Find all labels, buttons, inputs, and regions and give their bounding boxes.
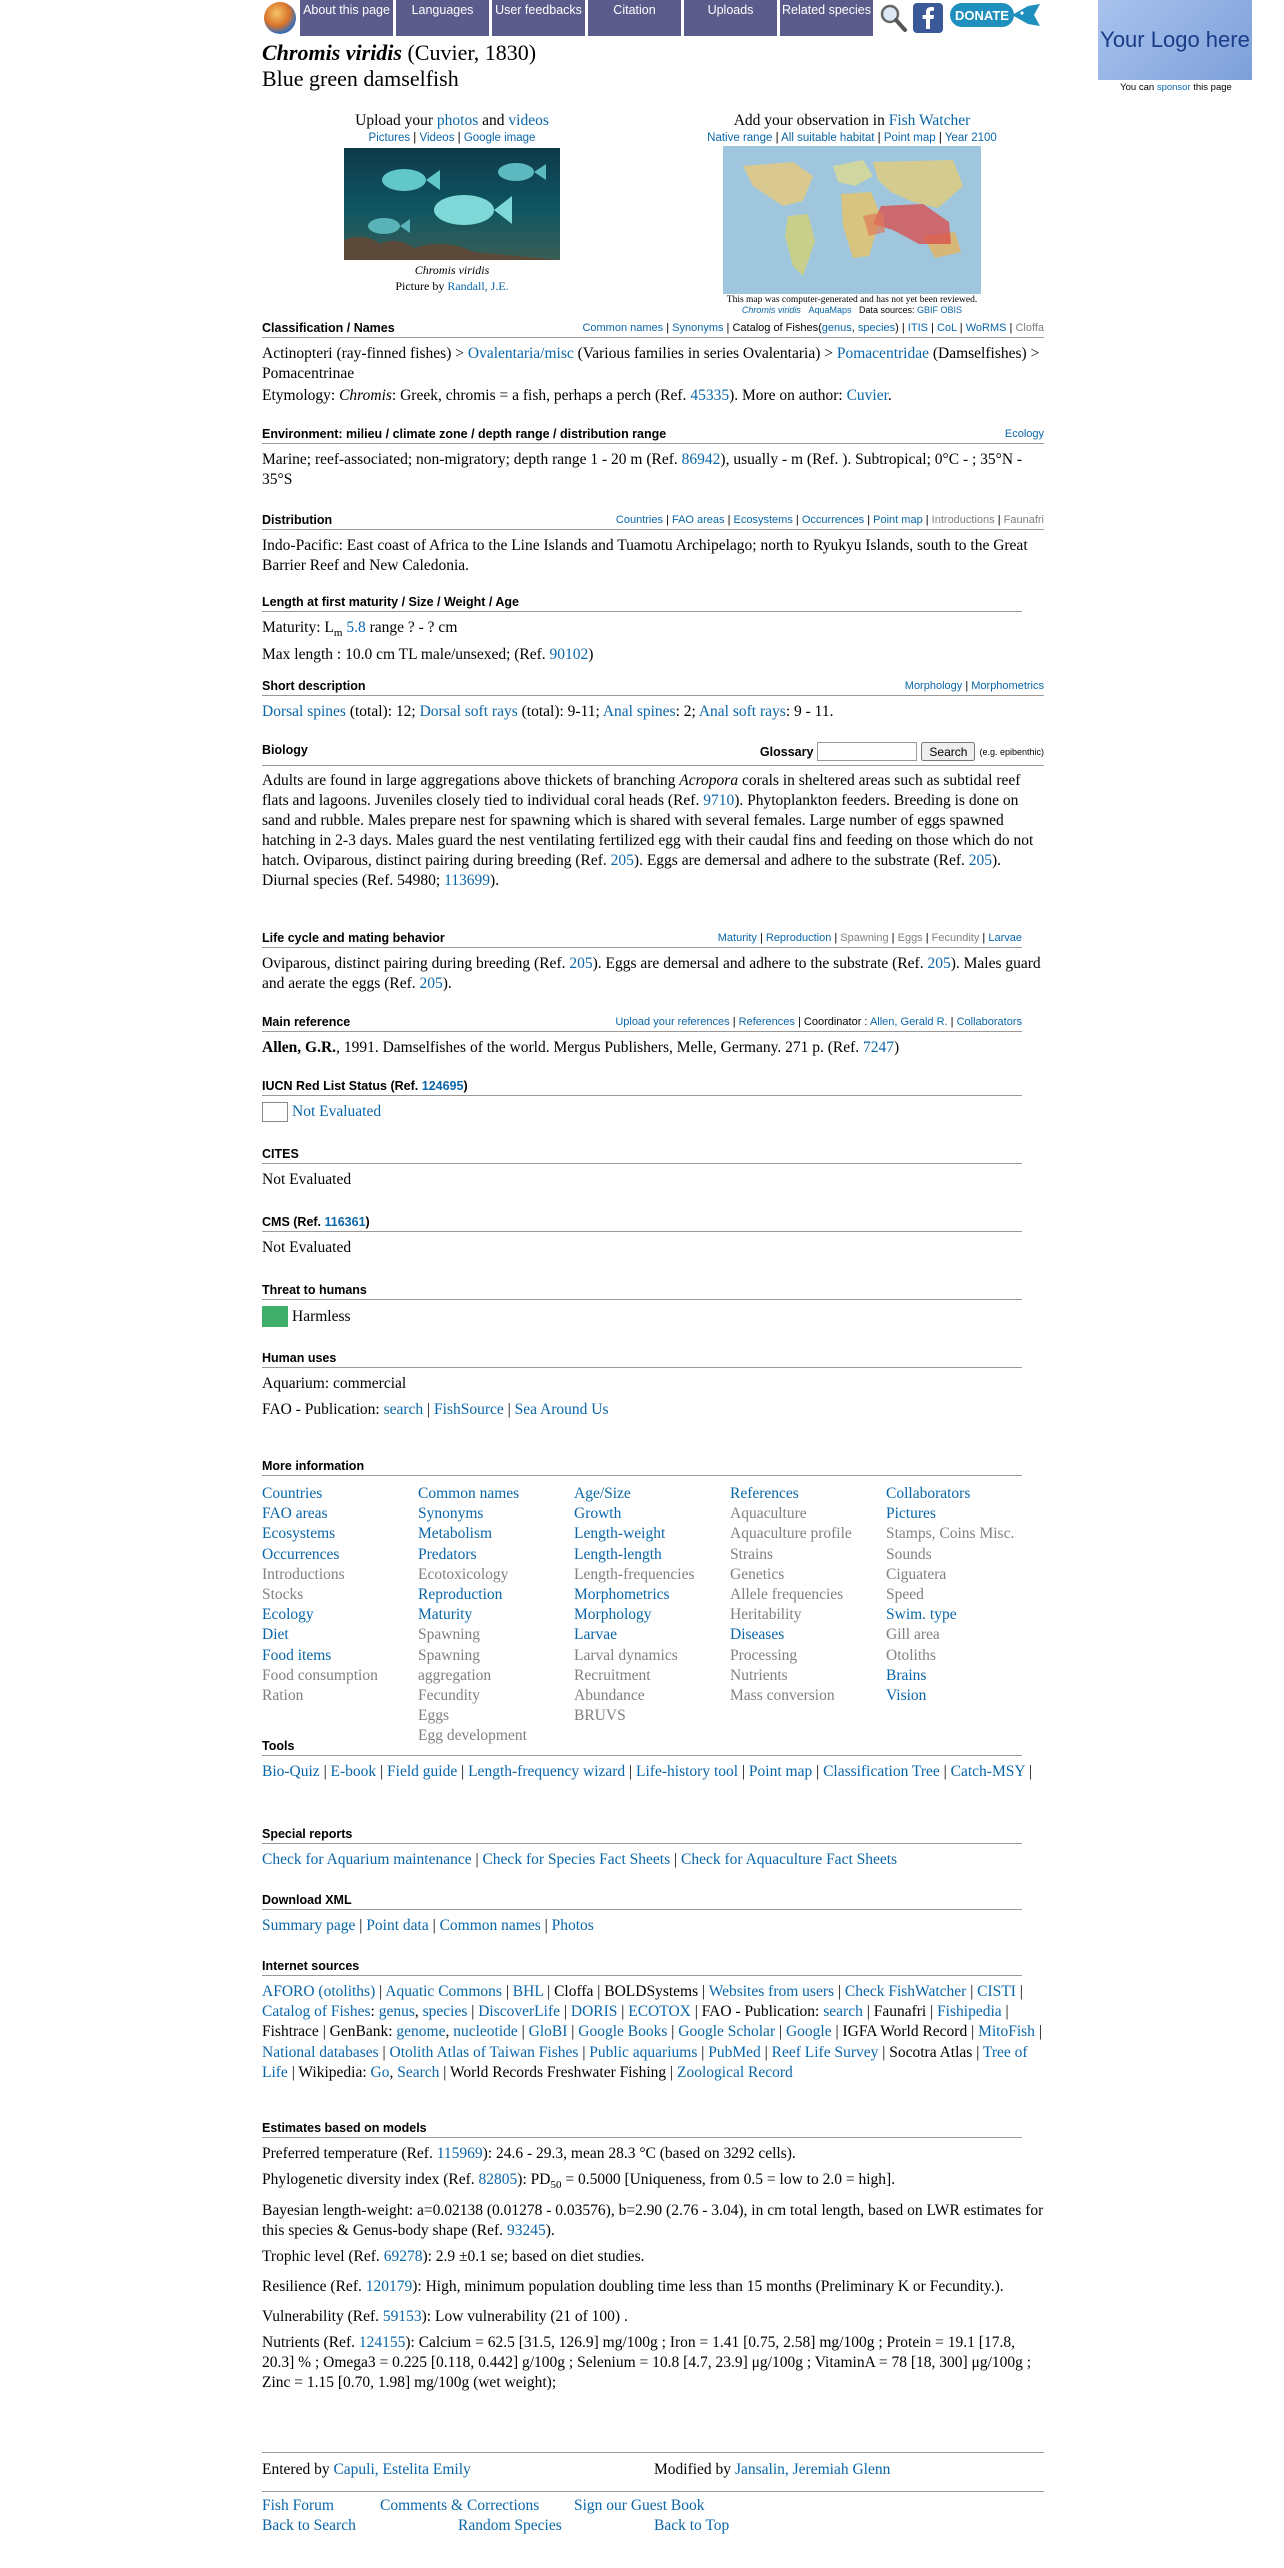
more-info-vision-link[interactable]: Vision	[886, 1687, 927, 1705]
short-description-section: Short description Morphology | Morphometrics Dorsal spines (total): 12; Dorsal soft rays (total): 9-11; Anal spines: 2; Anal soft rays: 9 - 11.	[262, 676, 1044, 724]
more-info-ecosystems-link[interactable]: Ecosystems	[262, 1525, 336, 1543]
ref-link[interactable]: 116361	[324, 1215, 366, 1229]
more-info-stamps-coins-misc-label: Stamps, Coins Misc.	[886, 1525, 1015, 1543]
ref-link[interactable]: 9710	[703, 792, 735, 809]
more-info-common-names-link[interactable]: Common names	[418, 1485, 520, 1502]
fishbase-logo[interactable]	[262, 0, 298, 36]
internet-source-link[interactable]: PubMed	[708, 2043, 761, 2061]
more-info-column	[886, 1484, 1014, 1706]
classification-section: Classification / Names Common names | Synonyms | Catalog of Fishes(genus, species) | ITIS | CoL | WoRMS | Cloffa Actinopteri (ray-finned fishes) > Ovalentaria/misc (Various families in series Ovalentaria) > Pomacentridae (Damselfishes) > Pomacentrinae Etymology: Chromis: Greek, chromis = a fish, perhaps a perch (Ref. 45335). More on author: Cuvier.	[262, 318, 1044, 408]
ref-link[interactable]: 90102	[549, 646, 589, 664]
cites-status: Not Evaluated	[262, 1171, 352, 1188]
more-info-ecology-link[interactable]: Ecology	[262, 1606, 314, 1624]
photos-link[interactable]: photos	[436, 112, 479, 129]
world-map-illustration	[723, 146, 981, 294]
page-footer	[262, 2452, 1044, 2540]
more-info-diseases-link[interactable]: Diseases	[730, 1626, 785, 1644]
more-info-pictures-link[interactable]: Pictures	[886, 1505, 936, 1523]
common-name: Blue green damselfish	[262, 66, 459, 91]
internet-source-link[interactable]: DiscoverLife	[478, 2003, 561, 2021]
more-info-countries-link[interactable]: Countries	[262, 1485, 323, 1502]
ref-link[interactable]: 205	[569, 955, 593, 972]
internet-source-link[interactable]: search	[823, 2003, 863, 2021]
main-reference-text: Allen, G.R., 1991. Damselfishes of the world. Mergus Publishers, Melle, Germany. 271 p. (Ref. 7247)	[262, 1039, 900, 1056]
more-info-column	[730, 1484, 852, 1706]
iucn-status-box	[262, 1102, 288, 1122]
distribution-section: Distribution Countries | FAO areas | Ecosystems | Occurrences | Point map | Introductions | Faunafri Indo-Pacific: East coast of Africa to the Line Islands and Tuamotu Archipelago; north to Ryukyu Islands, south to the Great Barrier Reef and New Caledonia.	[262, 510, 1044, 578]
more-info-abundance-label: Abundance	[574, 1687, 645, 1705]
videos-small-link[interactable]: Videos	[419, 132, 455, 144]
videos-link[interactable]: videos	[508, 112, 549, 129]
scientific-name: Chromis viridis	[262, 40, 402, 65]
entered-by: Entered by Capuli, Estelita Emily	[262, 2461, 471, 2478]
ovalentaria-link[interactable]: Ovalentaria/misc	[467, 345, 574, 362]
cites-section: CITES Not Evaluated	[262, 1144, 1022, 1192]
aquaculture-fact-sheets-link[interactable]: Check for Aquaculture Fact Sheets	[681, 1851, 898, 1868]
ref-link[interactable]: 120179	[365, 2278, 413, 2296]
internet-source-link[interactable]: CISTI	[977, 1983, 1016, 2000]
ref-link[interactable]: 93245	[506, 2222, 546, 2240]
more-info-heritability-label: Heritability	[730, 1606, 802, 1624]
threat-section: Threat to humans Harmless	[262, 1280, 1022, 1327]
biology-section: Biology Glossary Search (e.g. epibenthic) Adults are found in large aggregations above thickets of branching Acropora corals in sheltered areas such as subtidal reef flats and lagoons. Juveniles closely tied to individual coral heads (Ref. 9710). Phytoplankton feeders. Breeding is done on sand and rubble. Males prepare nest for spawning which is shared with several females. Large number of eggs spawned hatching in 2-3 days. Males guard the nest ventilating fertilized egg with their caudal fins and feeding on those which do not hatch. Oviparous, distinct pairing during breeding (Ref. 205). Eggs are demersal and adhere to the substrate (Ref. 205). Diurnal species (Ref. 54980; 113699).	[262, 740, 1044, 893]
internet-source-link[interactable]: Aquatic Commons	[385, 1983, 502, 2000]
more-info-processing-label: Processing	[730, 1646, 798, 1664]
internet-source-link[interactable]: Otolith Atlas of Taiwan Fishes	[389, 2043, 579, 2061]
more-info-strains-label: Strains	[730, 1545, 774, 1563]
anal-spines-link[interactable]: Anal spines	[602, 703, 676, 720]
glossary-search-button[interactable]: Search	[921, 742, 975, 761]
internet-sources-list: AFORO (otoliths) | Aquatic Commons | BHL | Cloffa | BOLDSystems | Websites from users | Check FishWatcher | CISTI | Catalog of Fishes: genus, species | DiscoverLife | DORIS | ECOTOX | FAO - Publication: search | Faunafri | Fishipedia | Fishtrace | GenBank: genome, nucleotide | GloBI | Google Books | Google Scholar | Google | IGFA World Record | MitoFish | National databases | Otolith Atlas of Taiwan Fishes | Public aquariums | PubMed | Reef Life Survey | Socotra Atlas | Tree of Life | Wikipedia: Go, Search | World Records Freshwater Fishing | Zoological Record	[262, 1983, 1042, 2081]
more-info-reproduction-link[interactable]: Reproduction	[418, 1586, 503, 1604]
fao-publication: FAO - Publication: search | FishSource | Sea Around Us	[262, 1401, 609, 1418]
internet-source-link[interactable]: Tree of Life	[262, 2043, 1028, 2081]
itis-link[interactable]: ITIS	[907, 322, 928, 334]
internet-source-link[interactable]: DORIS	[570, 2003, 618, 2021]
distribution-text: Indo-Pacific: East coast of Africa to the Line Islands and Tuamotu Archipelago; north to Ryukyu Islands, south to the Great Barrier Reef and New Caledonia.	[262, 537, 1028, 574]
more-info-length-weight-link[interactable]: Length-weight	[574, 1525, 666, 1543]
internet-source-link[interactable]: MitoFish	[978, 2023, 1035, 2041]
larvae-link[interactable]: Larvae	[988, 932, 1022, 944]
internet-source-link[interactable]: nucleotide	[453, 2023, 518, 2041]
more-info-introductions-label: Introductions	[262, 1565, 345, 1583]
more-info-morphometrics-link[interactable]: Morphometrics	[574, 1586, 670, 1604]
threat-color-box	[262, 1306, 288, 1327]
author-link[interactable]: Cuvier	[846, 387, 888, 404]
more-info-sounds-label: Sounds	[886, 1545, 932, 1563]
more-info-ciguatera-label: Ciguatera	[886, 1565, 947, 1583]
iucn-status-link[interactable]: Not Evaluated	[292, 1103, 382, 1120]
more-info-references-link[interactable]: References	[730, 1485, 799, 1502]
more-info-spawning-label: Spawning	[418, 1646, 480, 1664]
back-to-search-link[interactable]: Back to Search	[262, 2517, 356, 2534]
ref-link[interactable]: 124155	[358, 2334, 406, 2352]
fishsource-link[interactable]: FishSource	[434, 1401, 504, 1418]
internet-source-link[interactable]: species	[422, 2003, 468, 2021]
more-info-column	[418, 1484, 527, 1747]
aquarium-maintenance-link[interactable]: Check for Aquarium maintenance	[262, 1851, 472, 1868]
more-info-larvae-link[interactable]: Larvae	[574, 1626, 618, 1644]
ref-link[interactable]: 205	[927, 955, 951, 972]
more-info-recruitment-label: Recruitment	[574, 1666, 651, 1684]
bayesian-length-weight: Bayesian length-weight: a=0.02138 (0.01278 - 0.03576), b=2.90 (2.76 - 3.04), in cm total length, based on LWR estimates for this species & Genus-body shape (Ref. 93245).	[262, 2202, 1044, 2240]
photo-caption: Chromis viridis	[414, 263, 490, 277]
threat-status: Harmless	[292, 1307, 351, 1325]
more-info-nutrients-label: Nutrients	[730, 1666, 788, 1684]
internet-sources-section: Internet sources	[262, 1956, 1022, 1976]
more-info-stocks-label: Stocks	[262, 1586, 304, 1604]
worms-link[interactable]: WoRMS	[965, 322, 1007, 334]
life-history-tool-link[interactable]: Life-history tool	[636, 1763, 739, 1780]
point-map-link[interactable]: Point map	[883, 132, 936, 144]
internet-source-link[interactable]: Google Books	[578, 2023, 668, 2041]
search-icon[interactable]	[877, 0, 909, 36]
more-info-speed-label: Speed	[886, 1586, 924, 1604]
trophic-level: Trophic level (Ref. 69278): 2.9 ±0.1 se; based on diet studies.	[262, 2248, 645, 2266]
vulnerability: Vulnerability (Ref. 59153): Low vulnerability (21 of 100) .	[262, 2308, 628, 2326]
modified-by-link[interactable]: Jansalin, Jeremiah Glenn	[734, 2461, 891, 2478]
pomacentridae-link[interactable]: Pomacentridae	[836, 345, 929, 362]
fao-search-link[interactable]: search	[383, 1401, 424, 1418]
more-info-length-length-link[interactable]: Length-length	[574, 1545, 662, 1563]
taxonomy-line: Actinopteri (ray-finned fishes) > Ovalentaria/misc (Various families in series Ovalentaria) > Pomacentridae (Damselfishes) > Pomacentrinae	[262, 345, 1040, 382]
fish-illustration	[344, 148, 560, 260]
more-info-larval-dynamics-label: Larval dynamics	[574, 1646, 678, 1664]
more-info-column	[574, 1484, 695, 1726]
random-species-link[interactable]: Random Species	[458, 2517, 562, 2534]
more-info-maturity-link[interactable]: Maturity	[418, 1606, 473, 1624]
maturity-link[interactable]: Maturity	[717, 932, 757, 944]
more-info-ecotoxicology-label: Ecotoxicology	[418, 1565, 509, 1583]
tools-section: Tools Bio-Quiz | E-book | Field guide | Length-frequency wizard | Life-history tool | Point map | Classification Tree | Catch-MSY |	[262, 1736, 1022, 1784]
life-cycle-text: Oviparous, distinct pairing during breeding (Ref. 205). Eggs are demersal and adhere to the substrate (Ref. 205). Males guard and aerate the eggs (Ref. 205).	[262, 955, 1041, 992]
upload-references-link[interactable]: Upload your references	[615, 1016, 730, 1028]
more-info-ration-label: Ration	[262, 1687, 304, 1705]
sponsor-ad[interactable]	[1098, 0, 1254, 96]
more-info-collaborators-link[interactable]: Collaborators	[886, 1485, 971, 1502]
sea-around-us-link[interactable]: Sea Around Us	[514, 1401, 609, 1418]
ref-link[interactable]: 205	[968, 852, 993, 869]
estimates-section: Estimates based on models	[262, 2118, 1022, 2138]
ref-link[interactable]: 124695	[421, 1079, 464, 1093]
more-info-genetics-label: Genetics	[730, 1565, 785, 1583]
cms-status: Not Evaluated	[262, 1239, 352, 1256]
ref-link[interactable]: 7247	[862, 1039, 894, 1056]
internet-source-link[interactable]: Reef Life Survey	[771, 2043, 879, 2061]
nav-uploads[interactable]: Uploads	[684, 0, 778, 36]
more-info-brains-link[interactable]: Brains	[886, 1666, 927, 1684]
e-book-link[interactable]: E-book	[330, 1763, 377, 1780]
nav-about[interactable]: About this page	[300, 0, 394, 36]
map-note: This map was computer-generated and has not yet been reviewed.	[726, 295, 978, 305]
human-uses-text: Aquarium: commercial	[262, 1375, 407, 1392]
special-reports-section: Special reports Check for Aquarium maintenance | Check for Species Fact Sheets | Check for Aquaculture Fact Sheets	[262, 1824, 1022, 1872]
more-info-growth-link[interactable]: Growth	[574, 1505, 622, 1523]
nav-user-feedbacks[interactable]: User feedbacks	[492, 0, 586, 36]
ref-link[interactable]: 113699	[444, 872, 491, 889]
species-photo[interactable]	[344, 148, 560, 260]
internet-source-link[interactable]: Zoological Record	[677, 2063, 793, 2081]
maturity-link[interactable]: 5.8	[342, 619, 366, 636]
more-info-length-frequencies-label: Length-frequencies	[574, 1565, 695, 1583]
biology-text: Adults are found in large aggregations above thickets of branching Acropora corals in sheltered areas such as subtidal reef flats and lagoons. Juveniles closely tied to individual coral heads (Ref. 9710). Phytoplankton feeders. Breeding is done on sand and rubble. Males prepare nest for spawning which is shared with several females. Large number of eggs spawned hatching in 2-3 days. Males guard the nest ventilating fertilized egg with their caudal fins and feeding on those which do not hatch. Oviparous, distinct pairing during breeding (Ref. 205). Eggs are demersal and adhere to the substrate (Ref. 205). Diurnal species (Ref. 54980; 113699).	[262, 772, 1034, 889]
nav-languages[interactable]: Languages	[396, 0, 490, 36]
more-info-aggregation-label: aggregation	[418, 1666, 492, 1684]
nav-citation[interactable]: Citation	[588, 0, 682, 36]
common-names-link[interactable]: Common names	[439, 1917, 541, 1934]
facebook-icon[interactable]	[912, 0, 944, 36]
col-link[interactable]: CoL	[936, 322, 957, 334]
comments-corrections-link[interactable]: Comments & Corrections	[380, 2497, 540, 2514]
more-info-synonyms-link[interactable]: Synonyms	[418, 1505, 484, 1523]
nav-related-species[interactable]: Related species	[780, 0, 874, 36]
dorsal-soft-rays-link[interactable]: Dorsal soft rays	[419, 703, 518, 720]
cms-section: CMS (Ref. 116361) Not Evaluated	[262, 1212, 1022, 1260]
anal-soft-rays-link[interactable]: Anal soft rays	[698, 703, 786, 720]
bio-quiz-link[interactable]: Bio-Quiz	[262, 1763, 320, 1780]
more-info-age-size-link[interactable]: Age/Size	[574, 1485, 631, 1502]
more-info-aquaculture-label: Aquaculture	[730, 1505, 807, 1523]
more-info-egg-development-label: Egg development	[418, 1727, 527, 1745]
native-range-link[interactable]: Native range	[707, 132, 773, 144]
fish-watcher-link[interactable]: Fish Watcher	[888, 112, 971, 129]
all-suitable-habitat-link[interactable]: All suitable habitat	[781, 132, 875, 144]
internet-source-link[interactable]: genome	[396, 2023, 446, 2041]
internet-source-link[interactable]: genus	[378, 2003, 415, 2021]
human-uses-section: Human uses Aquarium: commercial FAO - Publication: search | FishSource | Sea Around Us	[262, 1348, 1022, 1422]
field-guide-link[interactable]: Field guide	[387, 1763, 458, 1780]
more-info-otoliths-label: Otoliths	[886, 1646, 936, 1664]
aquamaps-link[interactable]: AquaMaps	[808, 305, 852, 315]
more-info-metabolism-link[interactable]: Metabolism	[418, 1525, 493, 1543]
maturity-text: Maturity: $L_m$ 5.8 range ? - ? cm	[262, 619, 458, 640]
donate-button[interactable]	[950, 0, 1042, 30]
more-info-swim-type-link[interactable]: Swim. type	[886, 1606, 957, 1624]
more-info-predators-link[interactable]: Predators	[418, 1545, 477, 1563]
pictures-link[interactable]: Pictures	[368, 132, 411, 144]
entered-by-link[interactable]: Capuli, Estelita Emily	[333, 2461, 471, 2478]
photo-credit-link[interactable]: Randall, J.E.	[447, 279, 509, 293]
aquamaps-map[interactable]	[723, 146, 981, 294]
ref-link[interactable]: 115969	[436, 2145, 483, 2162]
ecology-link[interactable]: Ecology	[1004, 428, 1044, 440]
more-info-allele-frequencies-label: Allele frequencies	[730, 1586, 844, 1604]
internet-source-link[interactable]: Websites from users	[708, 1983, 835, 2000]
download-xml-section: Download XML Summary page | Point data | Common names | Photos	[262, 1890, 1022, 1938]
internet-source-link[interactable]: National databases	[262, 2043, 379, 2061]
ref-link[interactable]: 205	[610, 852, 634, 869]
gbif-obis-link[interactable]: GBIF OBIS	[917, 305, 963, 315]
catch-msy-link[interactable]: Catch-MSY	[950, 1763, 1025, 1780]
iucn-section: IUCN Red List Status (Ref. 124695) Not Evaluated	[262, 1076, 1022, 1122]
modified-by: Modified by Jansalin, Jeremiah Glenn	[654, 2461, 891, 2478]
internet-source-link[interactable]: Catalog of Fishes	[262, 2003, 371, 2021]
ref-link[interactable]: 69278	[383, 2248, 423, 2266]
guest-book-link[interactable]: Sign our Guest Book	[574, 2497, 705, 2514]
more-info-morphology-link[interactable]: Morphology	[574, 1606, 652, 1624]
environment-section: Environment: milieu / climate zone / depth range / distribution range Ecology Marine; reef-associated; non-migratory; depth range 1 - 20 m (Ref. 86942), usually - m (Ref. ). Subtropical; 0°C - ; 35°N - 35°S	[262, 424, 1044, 492]
catalog-species-link[interactable]: species	[857, 322, 896, 334]
back-to-top-link[interactable]: Back to Top	[654, 2517, 730, 2534]
more-information-section: More information	[262, 1456, 1022, 1476]
references-link[interactable]: References	[738, 1016, 795, 1028]
ref-link[interactable]: 82805	[478, 2171, 518, 2188]
catalog-genus-link[interactable]: genus	[821, 322, 852, 334]
internet-source-link[interactable]: ECOTOX	[628, 2003, 691, 2021]
year-2100-link[interactable]: Year 2100	[944, 132, 997, 144]
glossary-label: Glossary	[759, 744, 814, 759]
internet-source-link[interactable]: Fishipedia	[937, 2003, 1002, 2021]
glossary-search-input[interactable]	[817, 742, 917, 761]
photos-link[interactable]: Photos	[551, 1917, 594, 1934]
map-species-link[interactable]: Chromis viridis	[741, 305, 801, 315]
ref-link[interactable]: 45335	[690, 387, 730, 404]
more-info-spawning-label: Spawning	[418, 1626, 480, 1644]
more-info-aquaculture-profile-label: Aquaculture profile	[730, 1525, 852, 1543]
reproduction-link[interactable]: Reproduction	[765, 932, 832, 944]
internet-source-link[interactable]: GloBI	[528, 2023, 568, 2041]
more-info-food-consumption-label: Food consumption	[262, 1666, 378, 1684]
synonyms-link[interactable]: Synonyms	[672, 322, 724, 334]
internet-source-link[interactable]: BHL	[512, 1983, 544, 2000]
coordinator-link[interactable]: Allen, Gerald R.	[869, 1016, 948, 1028]
dorsal-spines-link[interactable]: Dorsal spines	[262, 703, 346, 720]
species-author: (Cuvier, 1830)	[407, 40, 537, 65]
more-info-eggs-label: Eggs	[418, 1707, 449, 1725]
max-length-text: Max length : 10.0 cm TL male/unsexed; (Ref. 90102)	[262, 646, 594, 664]
internet-source-link[interactable]: Check FishWatcher	[844, 1983, 967, 2000]
etymology: Etymology: Chromis: Greek, chromis = a fish, perhaps a perch (Ref. 45335). More on author: Cuvier.	[262, 387, 892, 404]
more-info-food-items-link[interactable]: Food items	[262, 1646, 332, 1664]
point-map-link[interactable]: Point map	[748, 1763, 813, 1780]
more-info-bruvs-label: BRUVS	[574, 1707, 626, 1725]
internet-source-link[interactable]: Google	[785, 2023, 832, 2041]
environment-text: Marine; reef-associated; non-migratory; depth range 1 - 20 m (Ref. 86942), usually - m (Ref. ). Subtropical; 0°C - ; 35°N - 35°S	[262, 451, 1023, 488]
internet-source-link[interactable]: Google Scholar	[678, 2023, 776, 2041]
preferred-temperature: Preferred temperature (Ref. 115969): 24.6 - 29.3, mean 28.3 °C (based on 3292 cells).	[262, 2145, 796, 2162]
species-fact-sheets-link[interactable]: Check for Species Fact Sheets	[482, 1851, 671, 1868]
fin-counts: Dorsal spines (total): 12; Dorsal soft rays (total): 9-11; Anal spines: 2; Anal soft rays: 9 - 11.	[262, 703, 834, 720]
point-data-link[interactable]: Point data	[366, 1917, 429, 1934]
occurrences-link[interactable]: Occurrences	[801, 514, 865, 526]
collaborators-link[interactable]: Collaborators	[956, 1016, 1022, 1028]
ref-link[interactable]: 59153	[382, 2308, 422, 2326]
ecosystems-link[interactable]: Ecosystems	[733, 514, 793, 526]
point-map-link[interactable]: Point map	[873, 514, 923, 526]
sponsor-link[interactable]: sponsor	[1156, 82, 1191, 93]
more-info-column	[262, 1484, 378, 1706]
glossary-hint: (e.g. epibenthic)	[979, 746, 1044, 757]
classification-tree-link[interactable]: Classification Tree	[823, 1763, 940, 1780]
more-info-fecundity-label: Fecundity	[418, 1687, 480, 1705]
more-info-occurrences-link[interactable]: Occurrences	[262, 1545, 340, 1563]
section-title: Classification / Names	[262, 321, 395, 335]
common-names-link[interactable]: Common names	[582, 322, 664, 334]
resilience: Resilience (Ref. 120179): High, minimum population doubling time less than 15 months (Preliminary K or Fecundity.).	[262, 2278, 1004, 2296]
main-reference-section: Main reference Upload your references | References | Coordinator : Allen, Gerald R. | Collaborators Allen, G.R., 1991. Damselfishes of the world. Mergus Publishers, Melle, Germany. 271 p. (Ref. 7247)	[262, 1012, 1022, 1060]
media-photo-panel: Upload your photos and videos Pictures | Videos | Google image Chromis viridis Picture by Randall, J.E.	[262, 112, 642, 294]
internet-source-link[interactable]: Public aquariums	[589, 2043, 698, 2061]
phylogenetic-diversity: Phylogenetic diversity index (Ref. 82805): $PD_{50} = 0.5000$ [Uniqueness, from 0.5 = low to 2.0 = high].	[262, 2171, 896, 2192]
more-info-gill-area-label: Gill area	[886, 1626, 940, 1644]
more-info-mass-conversion-label: Mass conversion	[730, 1687, 835, 1705]
globe-icon	[264, 2, 296, 34]
fish-forum-link[interactable]: Fish Forum	[262, 2497, 334, 2514]
summary-page-link[interactable]: Summary page	[262, 1917, 356, 1934]
estimates-body	[262, 2144, 1044, 2393]
life-cycle-section: Life cycle and mating behavior Maturity | Reproduction | Spawning | Eggs | Fecundity | Larvae Oviparous, distinct pairing during breeding (Ref. 205). Eggs are demersal and adhere to the substrate (Ref. 205). Males guard and aerate the eggs (Ref. 205).	[262, 928, 1022, 996]
top-navigation	[262, 0, 1044, 36]
ref-link[interactable]: 205	[419, 975, 443, 992]
more-info-diet-link[interactable]: Diet	[262, 1626, 289, 1644]
your-logo-here-banner[interactable]: Your Logo here	[1098, 0, 1252, 80]
countries-link[interactable]: Countries	[615, 514, 663, 526]
length-frequency-wizard-link[interactable]: Length-frequency wizard	[468, 1763, 626, 1780]
species-title	[262, 40, 536, 66]
more-info-fao-areas-link[interactable]: FAO areas	[262, 1505, 328, 1523]
internet-source-link[interactable]: Search	[397, 2063, 440, 2081]
google-image-link[interactable]: Google image	[463, 132, 536, 144]
nutrients: Nutrients (Ref. 124155): Calcium = 62.5 [31.5, 126.9] mg/100g ; Iron = 1.41 [0.75, 2.58] mg/100g ; Protein = 19.1 [17.8, 20.3] % ; Omega3 = 0.225 [0.118, 0.442] g/100g ; Selenium = 10.8 [4.7, 23.9] μg/100g ; VitaminA = 78 [18, 300] μg/100g ; Zinc = 1.15 [0.70, 1.98] mg/100g (wet weight);	[262, 2334, 1032, 2392]
internet-source-link[interactable]: Go	[370, 2063, 390, 2081]
morphometrics-link[interactable]: Morphometrics	[971, 680, 1044, 692]
internet-source-link[interactable]: AFORO (otoliths)	[262, 1983, 376, 2000]
distribution-map-panel: Add your observation in Fish Watcher Native range | All suitable habitat | Point map | Year 2100 This map was computer-generated and has not yet been reviewed. Chromis viridis AquaMaps Data sources: GBIF OBIS	[662, 112, 1042, 315]
svg-text:DONATE: DONATE	[955, 8, 1009, 23]
morphology-link[interactable]: Morphology	[904, 680, 963, 692]
ref-link[interactable]: 86942	[681, 451, 721, 468]
sponsor-caption: You can sponsor this page	[1120, 82, 1232, 93]
length-section: Length at first maturity / Size / Weight / Age Maturity: $L_m$ 5.8 range ? - ? cm Max length : 10.0 cm TL male/unsexed; (Ref. 90102)	[262, 592, 1022, 667]
fao-areas-link[interactable]: FAO areas	[671, 514, 725, 526]
